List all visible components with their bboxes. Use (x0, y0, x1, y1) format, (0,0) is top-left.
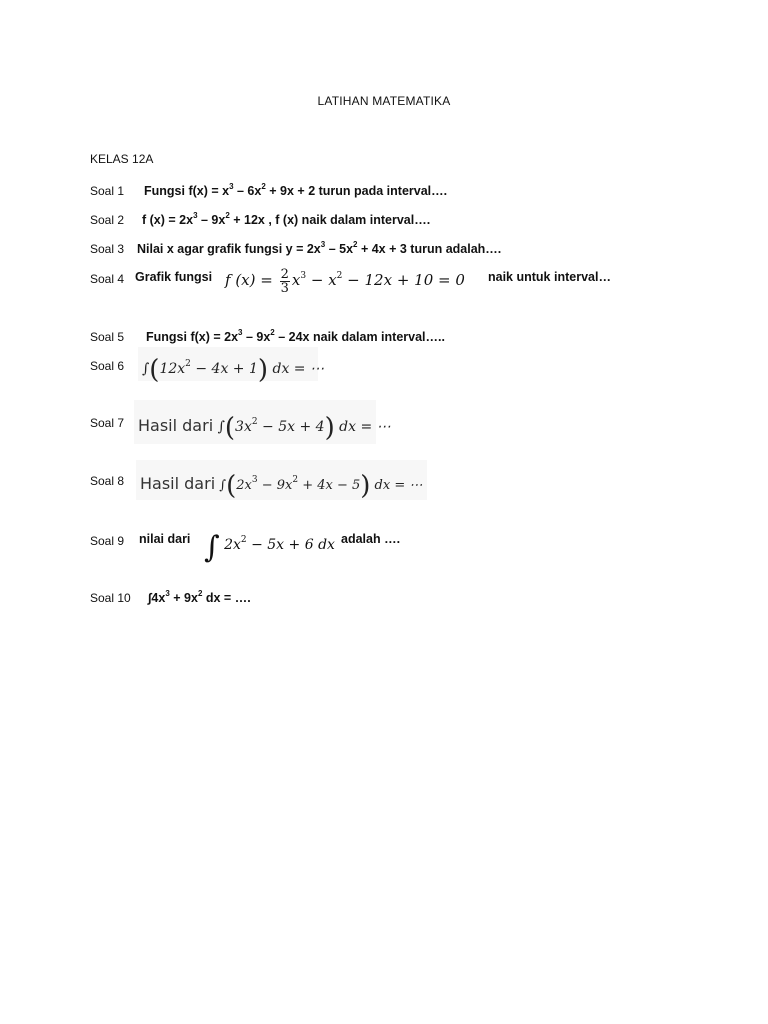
equation-image: f (x) = $\frac{2}{3}$ $x^3 - x^2 - 12x + 10 = 0$ (225, 266, 465, 296)
question-row-4 (0, 266, 768, 296)
question-row-2 (0, 209, 768, 229)
question-row-6 (0, 355, 768, 385)
question-row-10 (0, 587, 768, 607)
question-label: Soal 3 (90, 242, 125, 256)
question-text: f $(x) = 2x^3 - 9x^2 + 12x$ , f (x) naik dalam interval…. (142, 211, 431, 227)
equation-image: Hasil dari $\int(2x^3 - 9x^2 + 4x - 5)$ dx = ⋯ (136, 460, 427, 500)
question-label: Soal 7 (90, 416, 125, 430)
question-label: Soal 8 (90, 474, 125, 488)
class-label: KELAS 12A (90, 152, 154, 166)
question-label: Soal 9 (90, 534, 125, 548)
question-text: Fungsi $f(x) = 2x^3 - 9x^2 - 24x$ naik dalam interval….. (146, 328, 445, 344)
question-text: $\int 4x^3 + 9x^2$ dx = …. (148, 589, 251, 605)
equation-image: Hasil dari $\int(3x^2 - 5x + 4)$ dx = ⋯ (134, 400, 376, 444)
question-label: Soal 2 (90, 213, 125, 227)
question-tail: adalah …. (341, 532, 401, 546)
page-title: LATIHAN MATEMATIKA (317, 94, 451, 108)
question-label: Soal 10 (90, 591, 131, 605)
question-row-1 (0, 180, 768, 200)
question-label: Soal 4 (90, 272, 125, 286)
question-label: Soal 1 (90, 184, 125, 198)
question-row-9 (0, 530, 768, 565)
question-row-5 (0, 326, 768, 346)
question-lead: Grafik fungsi (135, 270, 213, 284)
question-row-7 (0, 412, 768, 443)
question-tail: naik untuk interval… (488, 270, 611, 284)
question-label: Soal 6 (90, 359, 125, 373)
question-text: Fungsi $f(x) = x^3 - 6x^2 + 9x + 2$ turun pada interval…. (144, 182, 448, 198)
question-lead: nilai dari (139, 532, 191, 546)
question-text: Nilai x agar grafik fungsi $y = 2x^3 - 5x^2 + 4x + 3$ turun adalah…. (137, 240, 502, 256)
equation-image: ∫ $2x^2 - 5x + 6$ dx (204, 530, 335, 565)
question-label: Soal 5 (90, 330, 125, 344)
question-row-8 (0, 470, 768, 501)
equation-image: $\int(12x^2 - 4x + 1)$ dx = ⋯ (138, 347, 318, 381)
